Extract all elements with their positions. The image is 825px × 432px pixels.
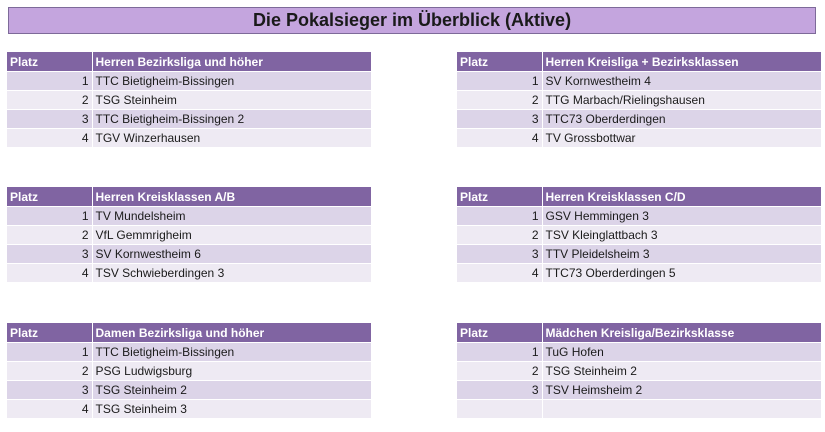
- table-row: [457, 226, 821, 245]
- table-row: [7, 110, 371, 129]
- table-row: [457, 381, 821, 400]
- platz-cell: 4: [7, 264, 92, 283]
- team-cell: TSV Schwieberdingen 3: [92, 264, 371, 283]
- platz-cell: 1: [457, 72, 542, 91]
- team-cell: SV Kornwestheim 4: [542, 72, 821, 91]
- platz-header: Platz: [457, 52, 542, 72]
- table-row: [7, 129, 371, 148]
- team-cell: VfL Gemmrigheim: [92, 226, 371, 245]
- table-header-row: [457, 52, 821, 72]
- table-row: [457, 129, 821, 148]
- team-cell: TTC Bietigheim-Bissingen: [92, 343, 371, 362]
- table-row: [7, 400, 371, 419]
- team-cell: [542, 400, 821, 419]
- table-row: [7, 226, 371, 245]
- platz-cell: 3: [7, 110, 92, 129]
- team-cell: TGV Winzerhausen: [92, 129, 371, 148]
- table-row: [457, 362, 821, 381]
- platz-cell: 3: [457, 245, 542, 264]
- table-row: [7, 91, 371, 110]
- table-header-row: [457, 323, 821, 343]
- team-cell: GSV Hemmingen 3: [542, 207, 821, 226]
- table-row: [7, 362, 371, 381]
- team-cell: TTC73 Oberderdingen 5: [542, 264, 821, 283]
- team-cell: TSG Steinheim 2: [92, 381, 371, 400]
- table-row: [7, 72, 371, 91]
- class-header: Herren Kreisklassen A/B: [92, 187, 371, 207]
- class-header: Mädchen Kreisliga/Bezirksklasse: [542, 323, 821, 343]
- platz-cell: [457, 400, 542, 419]
- class-header: Herren Kreisliga + Bezirksklassen: [542, 52, 821, 72]
- team-cell: TTC Bietigheim-Bissingen: [92, 72, 371, 91]
- platz-cell: 1: [7, 343, 92, 362]
- platz-cell: 1: [457, 343, 542, 362]
- platz-cell: 4: [457, 264, 542, 283]
- table-header-row: [7, 187, 371, 207]
- table-row: [7, 264, 371, 283]
- table-row: [457, 110, 821, 129]
- table-row: [457, 72, 821, 91]
- table-row: [457, 343, 821, 362]
- table-row: [457, 400, 821, 419]
- platz-header: Platz: [7, 187, 92, 207]
- team-cell: TTC73 Oberderdingen: [542, 110, 821, 129]
- platz-cell: 2: [7, 91, 92, 110]
- page-title: Die Pokalsieger im Überblick (Aktive): [8, 7, 816, 34]
- platz-cell: 1: [7, 72, 92, 91]
- platz-cell: 2: [457, 226, 542, 245]
- team-cell: TV Mundelsheim: [92, 207, 371, 226]
- team-cell: PSG Ludwigsburg: [92, 362, 371, 381]
- platz-header: Platz: [7, 52, 92, 72]
- platz-cell: 2: [457, 362, 542, 381]
- platz-header: Platz: [7, 323, 92, 343]
- platz-cell: 3: [457, 110, 542, 129]
- results-table-herren-kreisliga: [457, 52, 821, 148]
- platz-cell: 2: [457, 91, 542, 110]
- table-row: [7, 245, 371, 264]
- table-header-row: [7, 52, 371, 72]
- platz-cell: 3: [457, 381, 542, 400]
- platz-cell: 3: [7, 245, 92, 264]
- team-cell: TSV Kleinglattbach 3: [542, 226, 821, 245]
- platz-cell: 2: [7, 226, 92, 245]
- results-table-damen-bezirksliga: [7, 323, 371, 419]
- table-row: [457, 245, 821, 264]
- table-row: [7, 343, 371, 362]
- platz-cell: 4: [7, 129, 92, 148]
- table-row: [7, 381, 371, 400]
- platz-cell: 2: [7, 362, 92, 381]
- team-cell: TSV Heimsheim 2: [542, 381, 821, 400]
- platz-cell: 4: [457, 129, 542, 148]
- team-cell: TuG Hofen: [542, 343, 821, 362]
- team-cell: TSG Steinheim: [92, 91, 371, 110]
- results-table-herren-bezirksliga: [7, 52, 371, 148]
- platz-header: Platz: [457, 187, 542, 207]
- team-cell: TSG Steinheim 2: [542, 362, 821, 381]
- table-header-row: [7, 323, 371, 343]
- class-header: Herren Bezirksliga und höher: [92, 52, 371, 72]
- team-cell: TTG Marbach/Rielingshausen: [542, 91, 821, 110]
- table-row: [7, 207, 371, 226]
- platz-cell: 1: [7, 207, 92, 226]
- table-row: [457, 207, 821, 226]
- platz-cell: 1: [457, 207, 542, 226]
- class-header: Herren Kreisklassen C/D: [542, 187, 821, 207]
- table-header-row: [457, 187, 821, 207]
- platz-cell: 4: [7, 400, 92, 419]
- table-row: [457, 91, 821, 110]
- results-table-herren-kreisklassen-ab: [7, 187, 371, 283]
- team-cell: TTC Bietigheim-Bissingen 2: [92, 110, 371, 129]
- team-cell: TTV Pleidelsheim 3: [542, 245, 821, 264]
- team-cell: SV Kornwestheim 6: [92, 245, 371, 264]
- team-cell: TSG Steinheim 3: [92, 400, 371, 419]
- platz-header: Platz: [457, 323, 542, 343]
- team-cell: TV Grossbottwar: [542, 129, 821, 148]
- results-table-maedchen-kreisliga: [457, 323, 821, 419]
- results-table-herren-kreisklassen-cd: [457, 187, 821, 283]
- table-row: [457, 264, 821, 283]
- class-header: Damen Bezirksliga und höher: [92, 323, 371, 343]
- platz-cell: 3: [7, 381, 92, 400]
